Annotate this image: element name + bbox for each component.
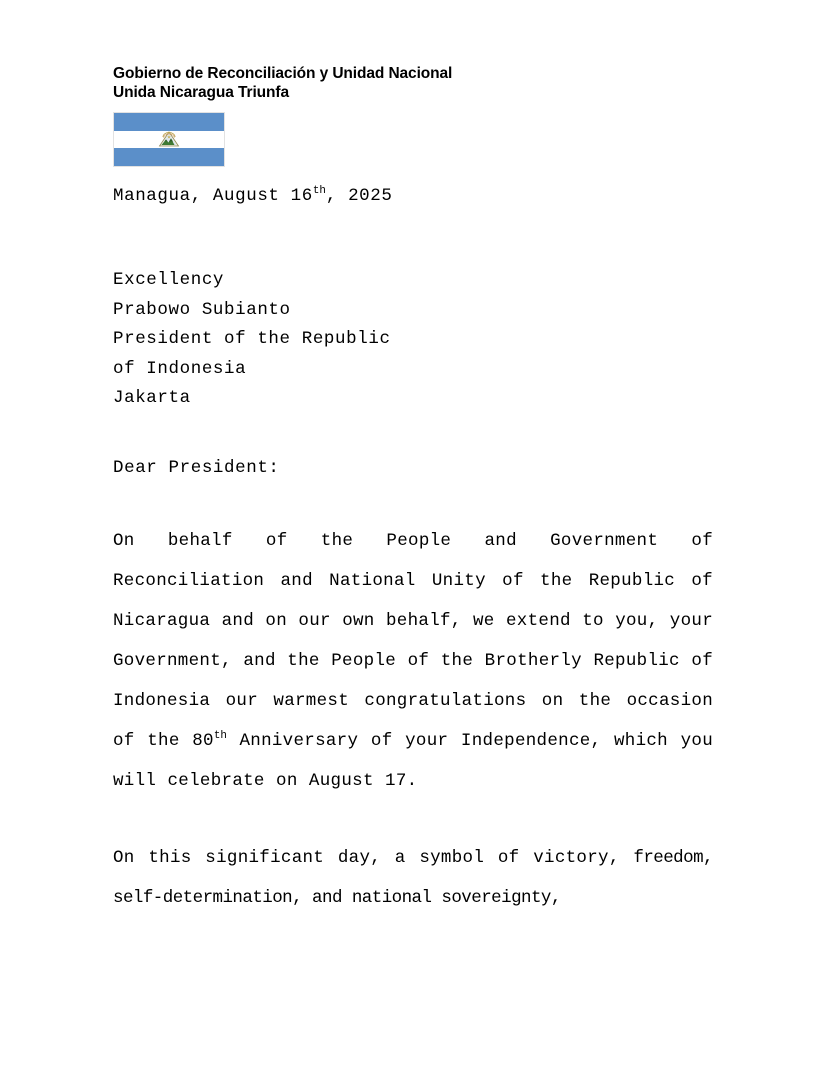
address-line-title: President of the Republic [113, 329, 391, 350]
address-line-honorific: Excellency [113, 270, 225, 290]
paragraph-1-ordinal-suffix: th [213, 729, 227, 742]
letterhead-line-1: Gobierno de Reconciliación y Unidad Nacional [113, 65, 453, 82]
address-line-city: Jakarta [113, 388, 191, 409]
date-ordinal-suffix: th [312, 185, 326, 198]
flag-band-middle [114, 131, 224, 149]
recipient-address-block [113, 266, 713, 414]
paragraph-2-text-b: freedom, self-determination, and national sovereignty, [113, 847, 713, 908]
letter-body [113, 183, 713, 918]
letterhead [113, 64, 733, 102]
letterhead-line-2: Unida Nicaragua Triunfa [113, 84, 289, 101]
date-line [113, 183, 713, 210]
flag-band-bottom [114, 148, 224, 166]
paragraph-2 [113, 838, 713, 918]
flag-band-top [114, 113, 224, 131]
paragraph-1-text-b: Anniversary of your Independence, which you will celebrate on August 17. [113, 730, 713, 791]
paragraph-1 [113, 521, 713, 801]
date-year: , 2025 [325, 186, 393, 206]
paragraph-2-text-a: On this significant day, a symbol of victory, [113, 847, 634, 868]
nicaragua-coat-of-arms-icon [158, 131, 180, 148]
paragraph-1-text-a: On behalf of the People and Government of Reconciliation and National Unity of the Republic of Nicaragua and on our own behalf, we extend to you, your Government, and the People of the Brotherly Republic of Indonesia our warmest congratulations on the occasion of the 80 [113, 530, 713, 751]
nicaragua-flag-icon [113, 112, 225, 167]
address-line-name: Prabowo Subianto [113, 299, 291, 320]
salutation: Dear President: [113, 457, 280, 478]
date-city-month-day: Managua, August 16 [113, 186, 313, 206]
address-line-country: of Indonesia [113, 358, 247, 379]
